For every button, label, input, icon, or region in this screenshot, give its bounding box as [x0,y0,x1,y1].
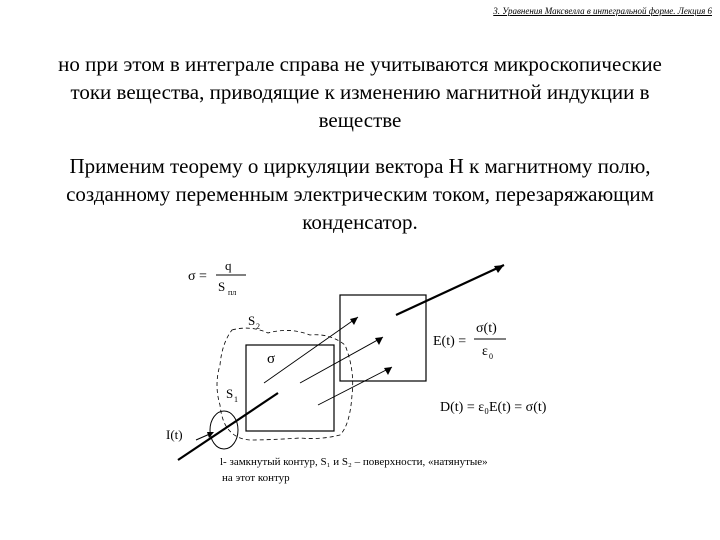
e-formula-denominator-sub: 0 [489,352,493,361]
sigma-formula [188,258,246,297]
wire-upper [396,265,504,315]
field-line-1-arrowhead [350,317,358,325]
label-s1: S [226,386,234,401]
field-line-2 [300,337,383,383]
e-formula-numerator: σ(t) [476,321,497,336]
caption-line-1: l- замкнутый контур, S₁ и S₂ – поверхности, «натянутые» [220,456,488,468]
label-current: I(t) [166,427,183,442]
e-formula-lhs: E(t) = [433,334,467,349]
label-s1-sub: 1 [234,395,238,404]
field-line-3-arrowhead [384,367,392,375]
label-s2-sub: 2 [256,322,260,331]
wire-lower [178,393,278,460]
lecture-header: 3. Уравнения Максвелла в интегральной форме. Лекция 6 [493,6,712,16]
d-field-formula: D(t) = ε₀E(t) = σ(t) [440,400,547,415]
paragraph-circulation-theorem: Применим теорему о циркуляции вектора H к магнитному полю, созданному переменным электрическим током, перезаряжающим конденсатор. [66,154,654,234]
sigma-formula-numerator: q [225,258,232,273]
capacitor-front-plate [246,345,334,431]
sigma-formula-denominator: S [218,279,226,294]
sigma-formula-denominator-sub: пл [228,288,237,297]
label-sigma: σ [267,351,276,367]
sigma-formula-lhs: σ = [188,269,207,284]
capacitor-diagram [0,255,720,540]
caption-line-2: на этот контур [222,472,290,484]
e-formula-denominator: ε [482,344,488,359]
label-s2: S [248,313,256,328]
paragraph-microscopic-currents: но при этом в интеграле справа не учитываются микроскопические токи вещества, приводящие к изменению магнитной индукции в веществе [58,52,662,132]
field-line-3 [318,367,392,405]
field-line-1 [264,317,358,383]
e-field-formula [433,321,506,361]
